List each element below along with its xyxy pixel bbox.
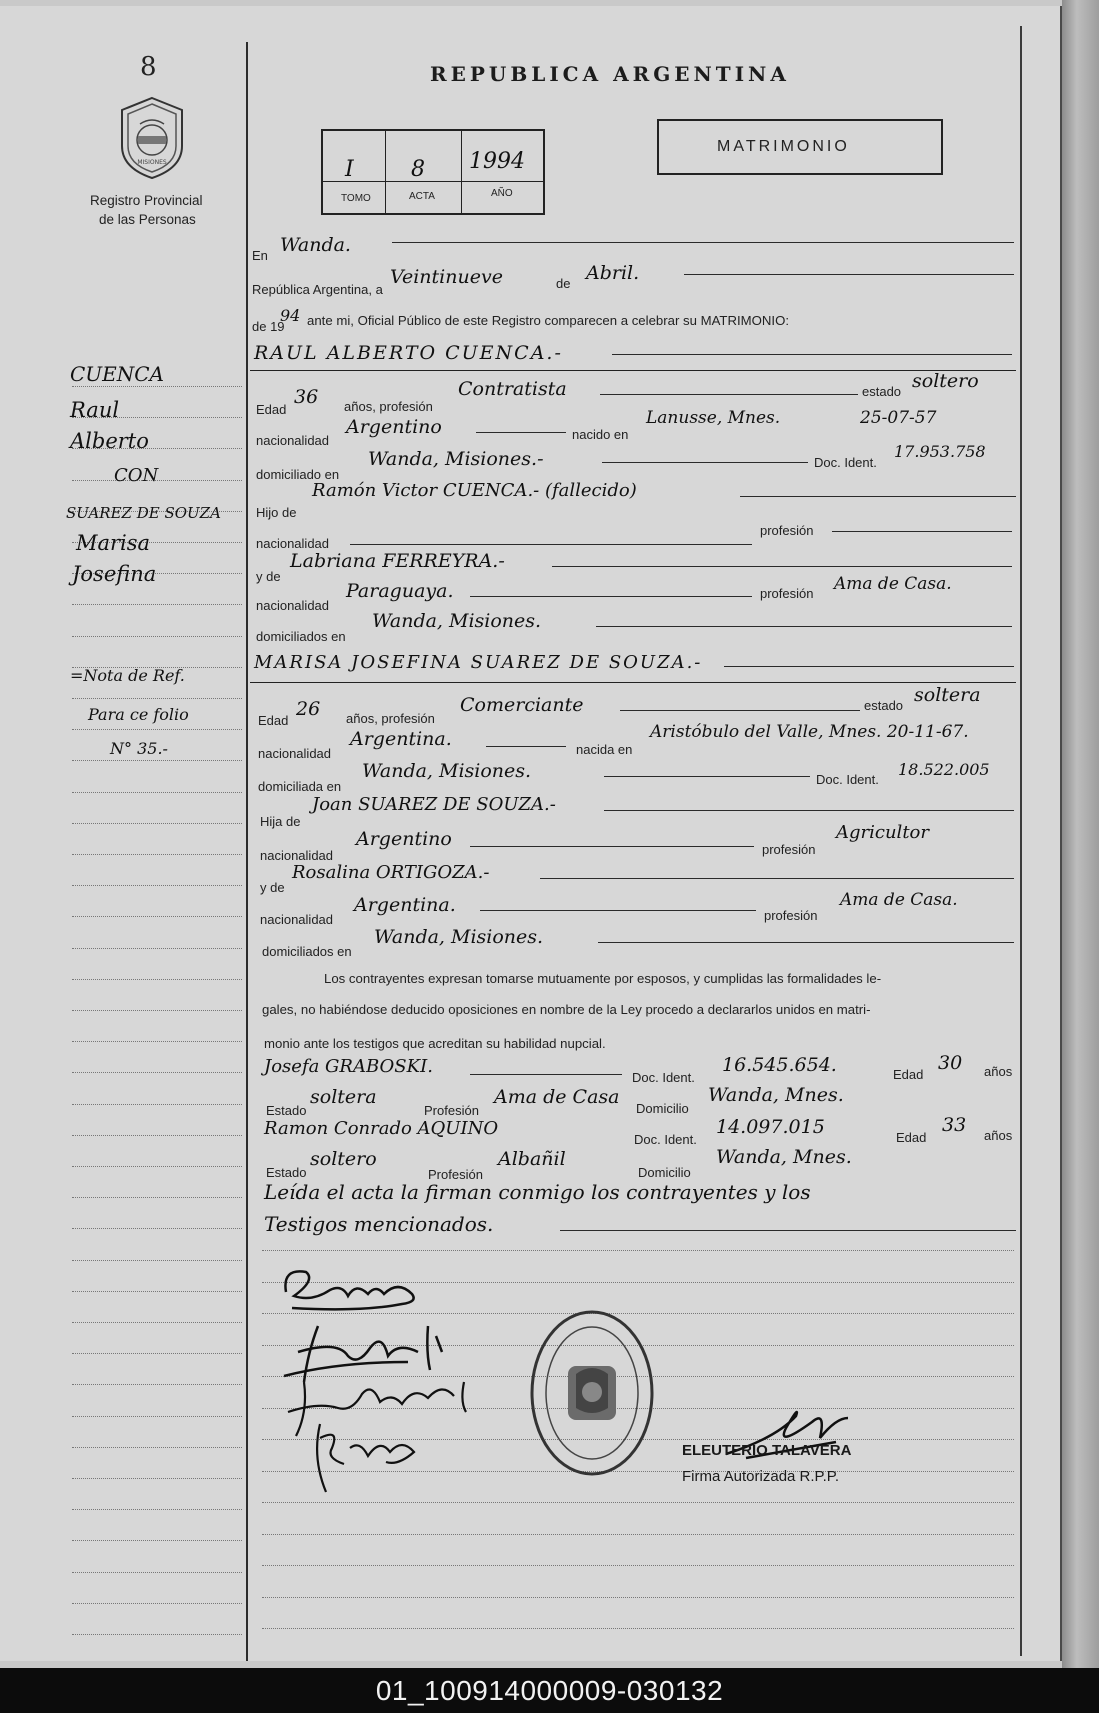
- page-number: 8: [140, 52, 157, 82]
- groom-parents-dom-value: Wanda, Misiones.: [372, 610, 542, 632]
- margin-rule: [72, 1603, 242, 1605]
- margin-rule: [72, 636, 242, 638]
- groom-dom-line: [602, 462, 808, 463]
- witness2-prof-label: Profesión: [428, 1167, 483, 1182]
- place-line: [392, 242, 1014, 243]
- groom-profesion-value: Contratista: [458, 378, 567, 400]
- witness1-dom-label: Domicilio: [636, 1101, 689, 1116]
- main-rule: [262, 1250, 1014, 1252]
- provincial-seal-logo: [116, 94, 188, 182]
- margin-rule: [72, 1166, 242, 1168]
- groom-father-value: Ramón Victor CUENCA.- (fallecido): [312, 480, 637, 501]
- margin-rule: [72, 885, 242, 887]
- margin-rule: [72, 1228, 242, 1230]
- bride-father-nac-line: [470, 846, 754, 847]
- main-rule: [262, 1534, 1014, 1536]
- ano-label: AÑO: [491, 188, 513, 199]
- record-page: [0, 6, 1062, 1661]
- official-signature: [716, 1398, 856, 1473]
- closing-line-2: Testigos mencionados.: [264, 1212, 494, 1236]
- bride-estado-label: estado: [864, 698, 904, 713]
- scan-image-id: 01_100914000009-030132: [0, 1668, 1099, 1713]
- groom-nacionalidad-label: nacionalidad: [256, 433, 330, 448]
- groom-parents-dom-line: [596, 626, 1012, 627]
- bride-nacionalidad-label: nacionalidad: [258, 746, 332, 761]
- witness2-dom-label: Domicilio: [638, 1165, 691, 1180]
- bride-nac-line: [486, 746, 566, 747]
- witness2-anios-label: años: [984, 1128, 1013, 1143]
- bride-parents-dom-value: Wanda, Misiones.: [374, 926, 544, 948]
- witness2-signature: [290, 1418, 440, 1503]
- tomo-label: TOMO: [341, 193, 371, 204]
- groom-doc-value: 17.953.758: [894, 442, 986, 461]
- witness1-doc-value: 16.545.654.: [722, 1054, 837, 1076]
- bride-doc-value: 18.522.005: [898, 760, 990, 779]
- margin-rule: [72, 1010, 242, 1012]
- margin-rule: [72, 604, 242, 606]
- witness2-estado-value: soltero: [310, 1148, 377, 1170]
- margin-rule: [72, 1416, 242, 1418]
- margin-rule: [72, 1353, 242, 1355]
- witness1-edad-label: Edad: [893, 1067, 924, 1082]
- groom-profesion-line: [600, 394, 858, 395]
- year-value: 94: [280, 306, 301, 325]
- margin-rule: [72, 854, 242, 856]
- margin-rule: [72, 1509, 242, 1511]
- margin-divider: [246, 42, 248, 1661]
- witness1-anios-label: años: [984, 1064, 1013, 1079]
- groom-hijo-label: Hijo de: [256, 505, 297, 520]
- bride-father-line: [604, 810, 1014, 811]
- bride-parents-dom-line: [598, 942, 1014, 943]
- groom-nacionalidad-value: Argentino: [346, 416, 442, 438]
- margin-surname-2: SUAREZ DE SOUZA: [66, 504, 221, 522]
- margin-rule: [72, 386, 242, 388]
- bride-mother-line: [540, 878, 1014, 879]
- month-value: Abril.: [586, 262, 640, 284]
- country-heading: REPUBLICA ARGENTINA: [430, 62, 790, 86]
- margin-rule: [72, 1072, 242, 1074]
- margin-name-3: Marisa: [76, 531, 151, 555]
- record-type-label: MATRIMONIO: [717, 138, 850, 155]
- groom-father-nac-label: nacionalidad: [256, 536, 330, 551]
- witness2-name: Ramon Conrado AQUINO: [264, 1118, 499, 1139]
- svg-text:MISIONES: MISIONES: [137, 159, 167, 166]
- witness1-estado-label: Estado: [266, 1103, 307, 1118]
- witness1-dom-value: Wanda, Mnes.: [708, 1084, 844, 1106]
- tomo-value: I: [345, 157, 354, 182]
- groom-mother-line: [552, 566, 1012, 567]
- groom-mother-value: Labriana FERREYRA.-: [290, 550, 505, 572]
- official-name: ELEUTERIO TALAVERA: [682, 1442, 852, 1459]
- day-value: Veintinueve: [390, 266, 503, 288]
- declaration-line-1: Los contrayentes expresan tomarse mutuamente por esposos, y cumplidas las formalidades le-: [324, 971, 882, 986]
- bride-doc-label: Doc. Ident.: [816, 772, 879, 787]
- comparecen-label: ante mi, Oficial Público de este Registro comparecen a celebrar su MATRIMONIO:: [307, 313, 790, 328]
- groom-doc-label: Doc. Ident.: [814, 455, 877, 470]
- bride-mother-prof-label: profesión: [764, 908, 818, 923]
- bride-father-prof-label: profesión: [762, 842, 816, 857]
- groom-estado-label: estado: [862, 384, 902, 399]
- groom-father-prof-label: profesión: [760, 523, 814, 538]
- bride-mother-prof-value: Ama de Casa.: [840, 890, 958, 910]
- margin-con: CON: [114, 465, 159, 486]
- ano-value: 1994: [469, 149, 525, 174]
- groom-domiciliado-label: domiciliado en: [256, 467, 340, 482]
- record-number-box: [321, 129, 545, 215]
- witness2-edad-value: 33: [942, 1114, 967, 1136]
- groom-name-line: [612, 354, 1012, 355]
- groom-mother-nac-value: Paraguaya.: [346, 580, 454, 602]
- margin-reference-note-1: =Nota de Ref.: [70, 666, 185, 685]
- bride-nacida-value: Aristóbulo del Valle, Mnes. 20-11-67.: [650, 722, 969, 742]
- record-type-box: [657, 119, 943, 175]
- margin-reference-note-3: N° 35.-: [110, 739, 168, 758]
- margin-rule: [72, 792, 242, 794]
- registry-name-line1: Registro Provincial: [90, 193, 203, 208]
- witness1-prof-label: Profesión: [424, 1103, 479, 1118]
- margin-rule: [72, 1572, 242, 1574]
- bride-domiciliada-label: domiciliada en: [258, 779, 342, 794]
- groom-nacido-label: nacido en: [572, 427, 629, 442]
- official-round-stamp: [528, 1308, 656, 1483]
- bride-hija-label: Hija de: [260, 814, 301, 829]
- groom-domicilio-value: Wanda, Misiones.-: [368, 448, 544, 470]
- bride-parents-dom-label: domiciliados en: [262, 944, 352, 959]
- bride-name-underline: [250, 682, 1016, 683]
- groom-mother-prof-label: profesión: [760, 586, 814, 601]
- bride-yde-label: y de: [260, 880, 285, 895]
- bride-father-nac-value: Argentino: [356, 828, 452, 850]
- groom-anios-profesion-label: años, profesión: [344, 399, 433, 414]
- margin-rule: [72, 1384, 242, 1386]
- margin-rule: [72, 760, 242, 762]
- margin-rule: [72, 1197, 242, 1199]
- right-frame-line: [1020, 26, 1022, 1656]
- groom-mother-nac-label: nacionalidad: [256, 598, 330, 613]
- bride-mother-nac-line: [480, 910, 756, 911]
- page-edge: [1062, 0, 1099, 1668]
- margin-name-2: Alberto: [70, 429, 149, 453]
- official-title: Firma Autorizada R.P.P.: [682, 1468, 840, 1485]
- registry-name-line2: de las Personas: [99, 212, 196, 227]
- groom-father-line: [740, 496, 1016, 497]
- margin-rule: [72, 729, 242, 731]
- acta-label: ACTA: [409, 191, 435, 202]
- republica-label: República Argentina, a: [252, 282, 383, 297]
- groom-mother-nac-line: [470, 596, 752, 597]
- margin-rule: [72, 698, 242, 700]
- margin-rule: [72, 1322, 242, 1324]
- groom-name: RAUL ALBERTO CUENCA.-: [254, 342, 563, 364]
- witness1-name: Josefa GRABOSKI.: [264, 1056, 433, 1077]
- groom-edad-label: Edad: [256, 402, 287, 417]
- margin-surname-1: CUENCA: [70, 362, 165, 386]
- bride-mother-nac-label: nacionalidad: [260, 912, 334, 927]
- margin-name-1: Raul: [70, 398, 120, 422]
- groom-mother-prof-value: Ama de Casa.: [834, 574, 952, 594]
- en-label: En: [252, 248, 268, 263]
- margin-rule: [72, 1260, 242, 1262]
- witness2-doc-value: 14.097.015: [716, 1116, 825, 1138]
- groom-father-prof-line: [832, 531, 1012, 532]
- groom-signature: [272, 1262, 432, 1327]
- bride-nacida-label: nacida en: [576, 742, 633, 757]
- bride-profesion-value: Comerciante: [460, 694, 584, 716]
- groom-parents-dom-label: domiciliados en: [256, 629, 346, 644]
- bride-estado-value: soltera: [914, 684, 981, 706]
- witness1-estado-value: soltera: [310, 1086, 377, 1108]
- witness1-prof-value: Ama de Casa: [494, 1086, 620, 1108]
- bride-edad-label: Edad: [258, 713, 289, 728]
- margin-rule: [72, 1478, 242, 1480]
- witness2-prof-value: Albañil: [498, 1148, 566, 1170]
- main-rule: [262, 1597, 1014, 1599]
- acta-value: 8: [411, 157, 425, 182]
- margin-rule: [72, 916, 242, 918]
- margin-rule: [72, 1634, 242, 1636]
- margin-name-4: Josefina: [72, 562, 157, 586]
- year-prefix-label: de 19: [252, 319, 285, 334]
- declaration-line-3: monio ante los testigos que acreditan su habilidad nupcial.: [264, 1036, 606, 1051]
- margin-rule: [72, 979, 242, 981]
- bride-anios-profesion-label: años, profesión: [346, 711, 435, 726]
- witness2-edad-label: Edad: [896, 1130, 927, 1145]
- margin-reference-note-2: Para ce folio: [88, 705, 189, 724]
- margin-rule: [72, 1447, 242, 1449]
- witness1-edad-value: 30: [938, 1052, 963, 1074]
- witness1-doc-label: Doc. Ident.: [632, 1070, 695, 1085]
- closing-line-1: Leída el acta la firman conmigo los contrayentes y los: [264, 1180, 811, 1204]
- closing-line-rule: [560, 1230, 1016, 1231]
- witness1-name-line: [470, 1074, 622, 1075]
- declaration-line-2: gales, no habiéndose deducido oposiciones en nombre de la Ley procedo a declararlos unidos en matri-: [262, 1002, 871, 1017]
- witness2-doc-label: Doc. Ident.: [634, 1132, 697, 1147]
- place-value: Wanda.: [280, 234, 351, 256]
- margin-rule: [72, 1291, 242, 1293]
- bride-name-line: [724, 666, 1014, 667]
- margin-rule: [72, 1041, 242, 1043]
- bride-mother-value: Rosalina ORTIGOZA.-: [292, 862, 490, 883]
- witness2-dom-value: Wanda, Mnes.: [716, 1146, 852, 1168]
- groom-nac-line: [476, 432, 566, 433]
- groom-birth-date: 25-07-57: [860, 408, 937, 428]
- bride-profesion-line: [620, 710, 860, 711]
- witness2-estado-label: Estado: [266, 1165, 307, 1180]
- margin-rule: [72, 1104, 242, 1106]
- groom-edad-value: 36: [294, 386, 319, 408]
- bride-name: MARISA JOSEFINA SUAREZ DE SOUZA.-: [254, 652, 703, 673]
- bride-father-prof-value: Agricultor: [836, 822, 929, 843]
- bride-edad-value: 26: [296, 698, 321, 720]
- margin-rule: [72, 823, 242, 825]
- bride-mother-nac-value: Argentina.: [354, 894, 456, 916]
- groom-name-underline: [250, 370, 1016, 371]
- bride-dom-line: [604, 776, 810, 777]
- bride-father-nac-label: nacionalidad: [260, 848, 334, 863]
- groom-nacido-value: Lanusse, Mnes.: [646, 408, 781, 428]
- main-rule: [262, 1628, 1014, 1630]
- bride-nacionalidad-value: Argentina.: [350, 728, 452, 750]
- de-label: de: [556, 276, 571, 291]
- margin-rule: [72, 1540, 242, 1542]
- margin-rule: [72, 948, 242, 950]
- main-rule: [262, 1565, 1014, 1567]
- month-line: [684, 274, 1014, 275]
- groom-estado-value: soltero: [912, 370, 979, 392]
- groom-yde-label: y de: [256, 569, 281, 584]
- bride-domicilio-value: Wanda, Misiones.: [362, 760, 532, 782]
- bride-father-value: Joan SUAREZ DE SOUZA.-: [312, 794, 556, 815]
- margin-rule: [72, 1135, 242, 1137]
- groom-father-nac-line: [350, 544, 752, 545]
